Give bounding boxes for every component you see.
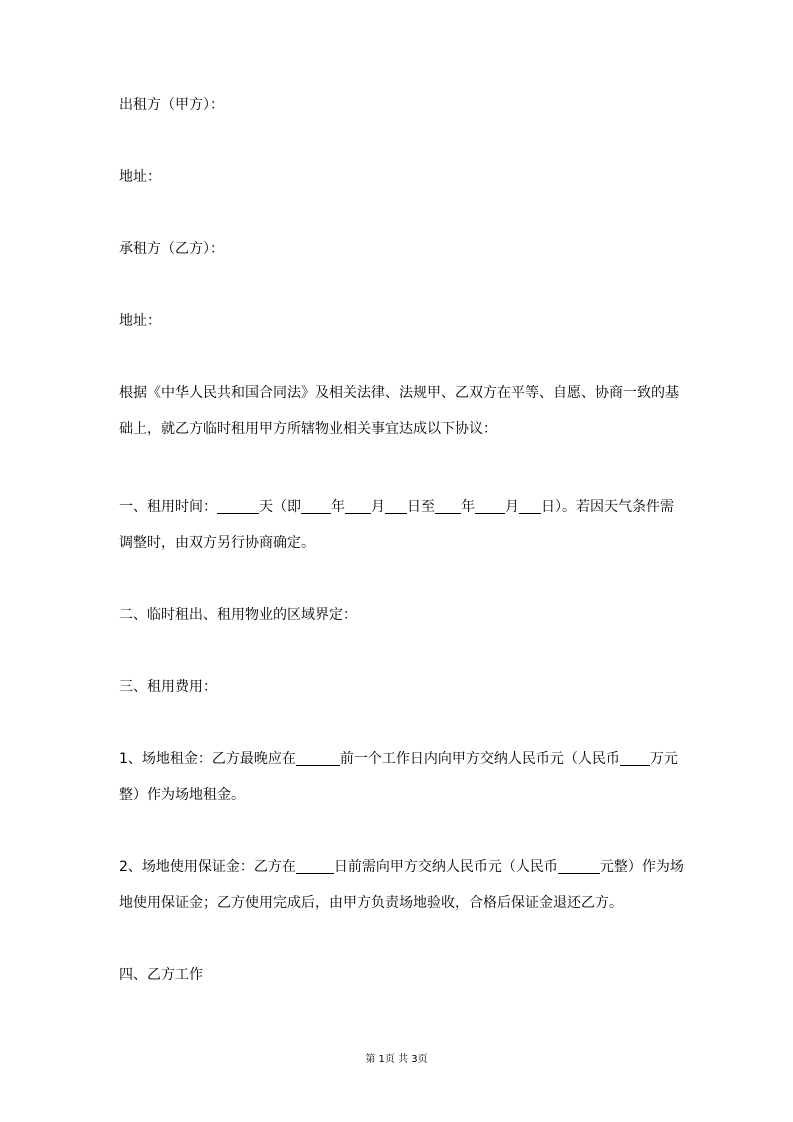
clause-3-1-line-2: 整）作为场地租金。 (119, 787, 245, 803)
end-month-blank (475, 497, 505, 514)
clause-3-1-line-1: 1、场地租金：乙方最晚应在 前一个工作日内向甲方交纳人民币元（人民币 万元 (119, 751, 678, 767)
clause-3-2-line-2: 地使用保证金；乙方使用完成后，由甲方负责场地验收，合格后保证金退还乙方。 (119, 895, 623, 911)
end-day-blank (519, 497, 541, 514)
deposit-amount-blank (558, 857, 600, 874)
preamble-paragraph (119, 375, 679, 447)
clause-3-1-site-rent (119, 741, 679, 813)
preamble-line-1: 根据《中华人民共和国合同法》及相关法律、法规甲、乙双方在平等、自愿、协商一致的基 (119, 385, 679, 401)
clause-1-rental-period (119, 489, 679, 561)
start-day-blank (385, 497, 407, 514)
clause-1-line-2: 调整时，由双方另行协商确定。 (119, 535, 315, 551)
days-blank (217, 497, 259, 514)
preamble-line-2: 础上，就乙方临时租用甲方所辖物业相关事宜达成以下协议： (119, 421, 497, 437)
clause-3-2-deposit (119, 849, 684, 921)
clause-3-fees: 三、租用费用： (119, 679, 217, 695)
start-year-blank (301, 497, 331, 514)
lessee-label: 承租方（乙方）： (119, 241, 224, 257)
rent-date-blank (296, 749, 340, 766)
clause-4-lessee-work: 四、乙方工作 (119, 967, 203, 983)
clause-3-2-line-1: 2、场地使用保证金：乙方在 日前需向甲方交纳人民币元（人民币 元整）作为场 (119, 859, 684, 875)
lessee-address-label: 地址： (119, 313, 161, 329)
page-footer: 第 1页 共 3页 (365, 1054, 428, 1065)
deposit-date-blank (296, 857, 334, 874)
start-month-blank (345, 497, 371, 514)
lessor-label: 出租方（甲方）： (119, 97, 224, 113)
clause-2-area: 二、临时租出、租用物业的区域界定： (119, 607, 357, 623)
lessor-address-label: 地址： (119, 169, 161, 185)
rent-amount-blank (620, 749, 650, 766)
end-year-blank (435, 497, 461, 514)
clause-1-line-1: 一、租用时间： 天（即 年 月 日至 年 月 日）。若因天气条件需 (119, 499, 674, 515)
